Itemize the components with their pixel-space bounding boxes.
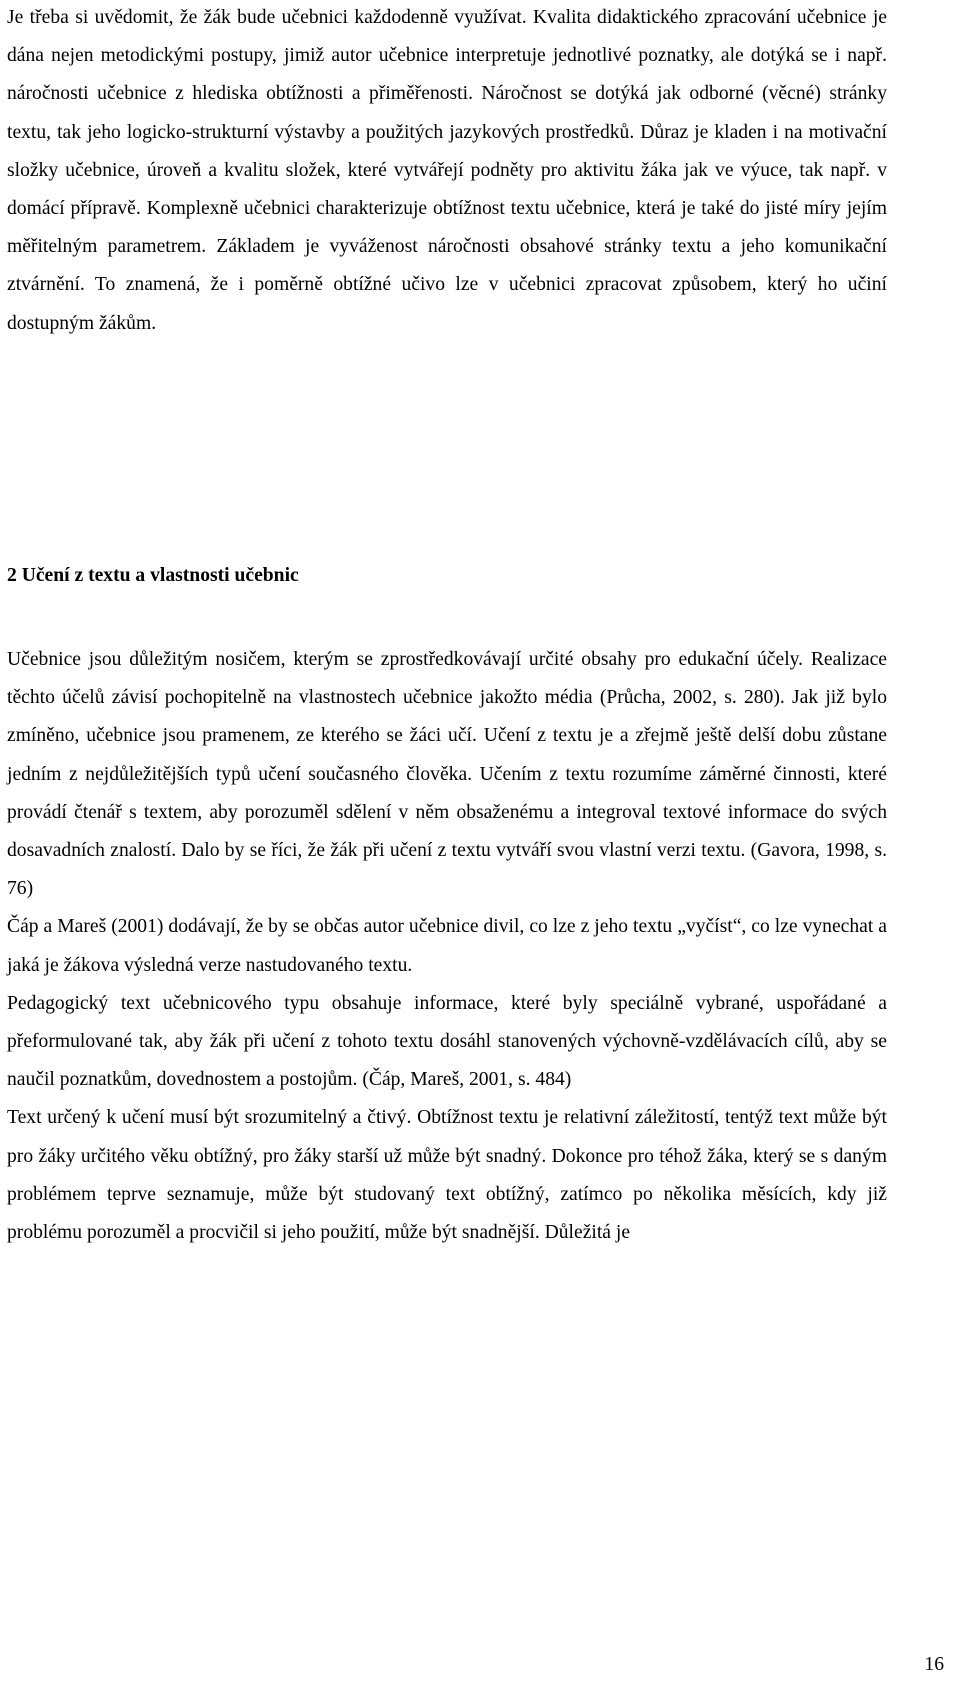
section-body [7, 641, 887, 1252]
page-number: 16 [924, 1654, 944, 1675]
paragraph: Pedagogický text učebnicového typu obsahuje informace, které byly speciálně vybrané, uspořádané a přeformulované tak, aby žák při učení z tohoto textu dosáhl stanovených výchovně-vzdělávacích cílů, aby se naučil poznatkům, dovednostem a postojům. (Čáp, Mareš, 2001, s. 484) [7, 992, 887, 1091]
document-page [7, 0, 887, 1244]
paragraph: Čáp a Mareš (2001) dodávají, že by se občas autor učebnice divil, co lze z jeho textu „vyčíst“, co lze vynechat a jaká je žákova výsledná verze nastudovaného textu. [7, 916, 887, 976]
paragraph: Text určený k učení musí být srozumitelný a čtivý. Obtížnost textu je relativní záležitostí, tentýž text může být pro žáky určitého věku obtížný, pro žáky starší už může být snadný. Dokonce pro téhož žáka, který se s daným problémem teprve seznamuje, může být studovaný text obtížný, zatímco po několika měsících, kdy již problému porozuměl a procvičil si jeho použití, může být snadnější. Důležitá je [7, 1107, 887, 1244]
paragraph: Učebnice jsou důležitým nosičem, kterým se zprostředkovávají určité obsahy pro edukační účely. Realizace těchto účelů závisí pochopitelně na vlastnostech učebnice jakožto média (Průcha, 2002, s. 280). Jak již bylo zmíněno, učebnice jsou pramenem, ze kterého se žáci učí. Učení z textu je a zřejmě ještě delší dobu zůstane jedním z nejdůležitějších typů učení současného člověka. Učením z textu rozumíme záměrné činnosti, které provádí čtenář s textem, aby porozuměl sdělení v něm obsaženému a integroval textové informace do svých dosavadních znalostí. Dalo by se říci, že žák při učení z textu vytváří svou vlastní verzi textu. (Gavora, 1998, s. 76) [7, 649, 887, 900]
section [7, 557, 887, 595]
section-heading: 2 Učení z textu a vlastnosti učebnic [7, 565, 299, 586]
paragraph-intro: Je třeba si uvědomit, že žák bude učebnici každodenně využívat. Kvalita didaktického zpracování učebnice je dána nejen metodickými postupy, jimiž autor učebnice interpretuje jednotlivé poznatky, ale dotýká se i např. náročnosti učebnice z hlediska obtížnosti a přiměřenosti. Náročnost se dotýká jak odborné (věcné) stránky textu, tak jeho logicko-strukturní výstavby a použitých jazykových prostředků. Důraz je kladen i na motivační složky učebnice, úroveň a kvalitu složek, které vytvářejí podněty pro aktivitu žáka jak ve výuce, tak např. v domácí přípravě. Komplexně učebnici charakterizuje obtížnost textu učebnice, která je také do jisté míry jejím měřitelným parametrem. Základem je vyváženost náročnosti obsahové stránky textu a jeho komunikační ztvárnění. To znamená, že i poměrně obtížné učivo lze v učebnici zpracovat způsobem, který ho učiní dostupným žákům. [7, 7, 887, 334]
